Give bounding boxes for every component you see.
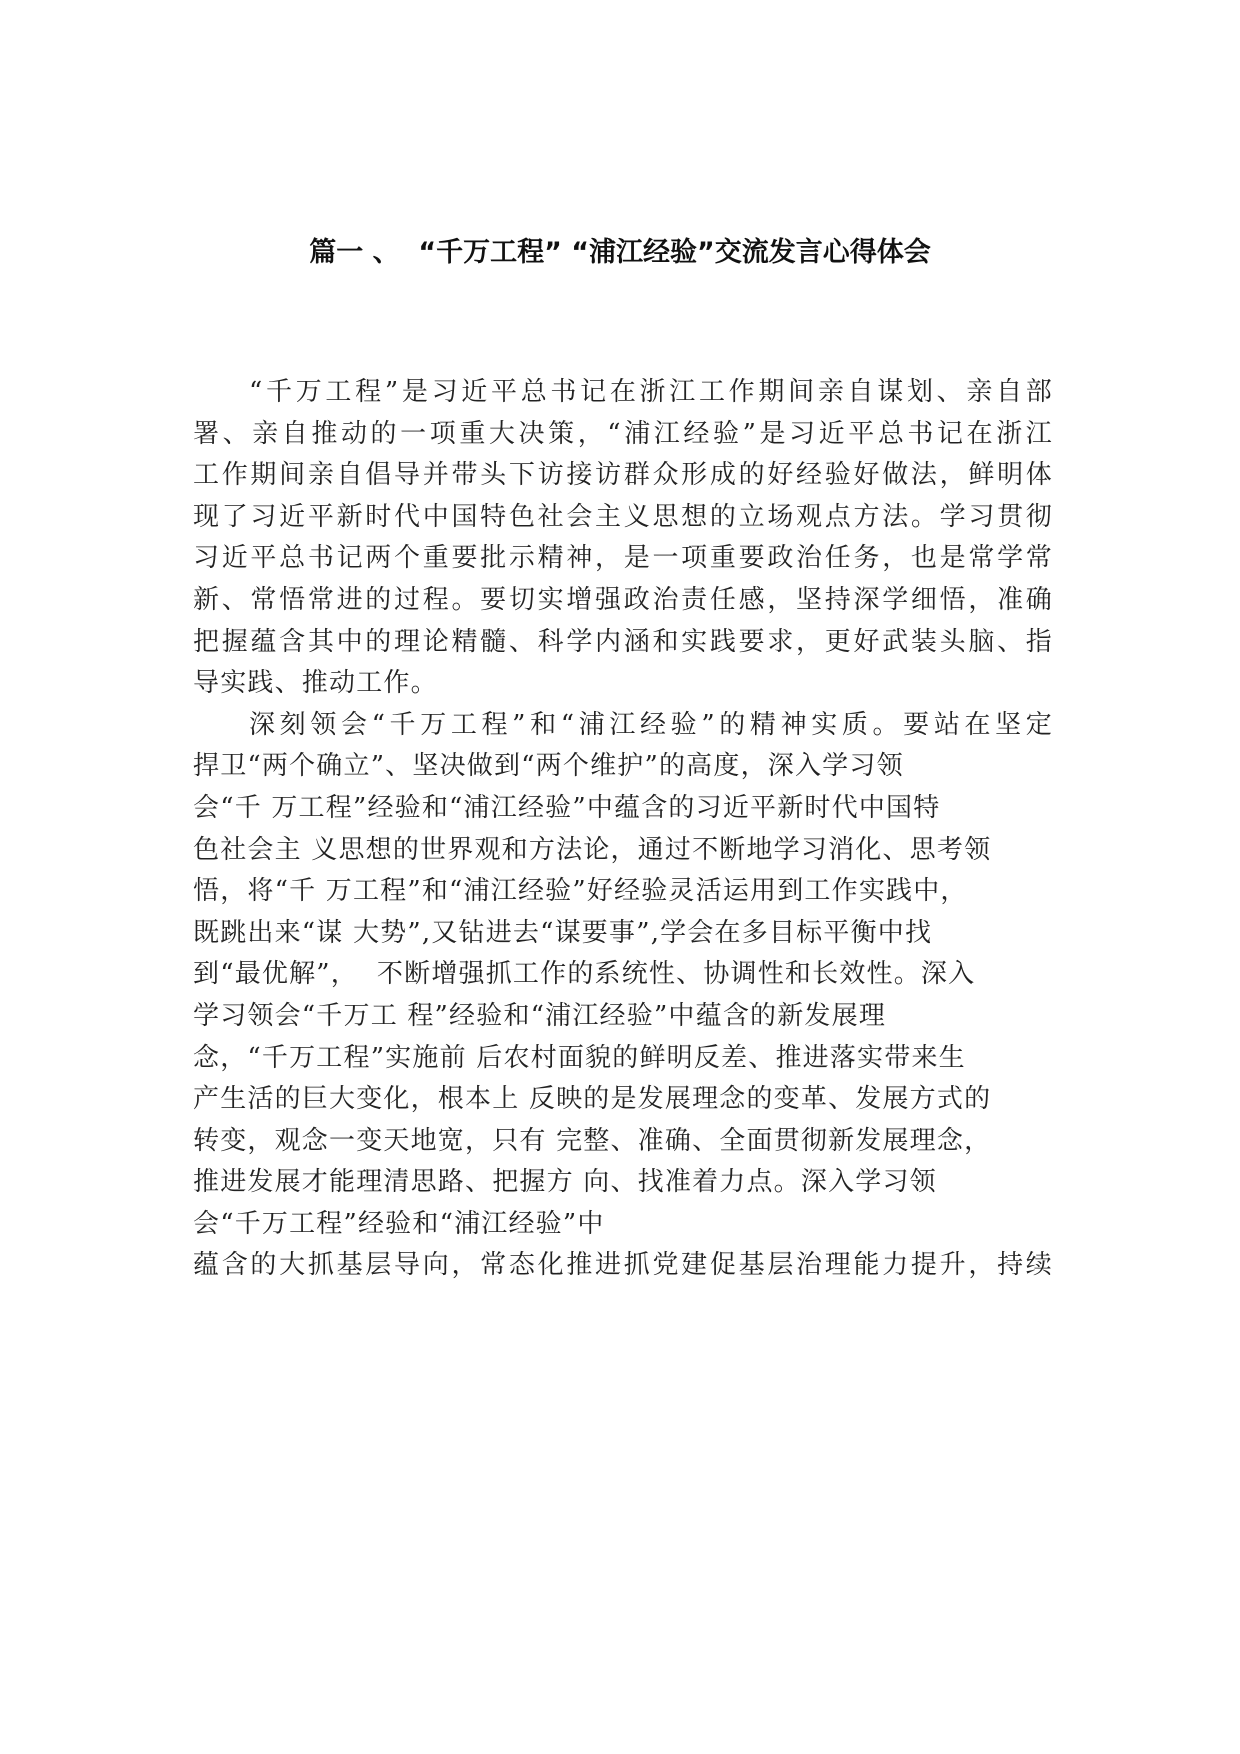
paragraph-2-line: 产生活的巨大变化，根本上 反映的是发展理念的变革、发展方式的 <box>193 1084 992 1115</box>
paragraph-1-line: 习近平总书记两个重要批示精神，是一项重要政治任务，也是常学常 <box>193 543 1053 574</box>
paragraph-1-line: 把握蕴含其中的理论精髓、科学内涵和实践要求，更好武装头脑、指 <box>193 626 1053 657</box>
paragraph-2-line: 既跳出来“谋 大势”,又钻进去“谋要事”,学会在多目标平衡中找 <box>193 917 933 948</box>
paragraph-2-line: 会“千万工程”经验和“浦江经验”中 <box>193 1208 605 1239</box>
paragraph-2-line: 学习领会“千万工 程”经验和“浦江经验”中蕴含的新发展理 <box>193 1000 887 1031</box>
paragraph-2-line: 念，“千万工程”实施前 后农村面貌的鲜明反差、推进落实带来生 <box>193 1042 966 1073</box>
paragraph-2-line: 蕴含的大抓基层导向，常态化推进抓党建促基层治理能力提升，持续 <box>193 1250 1053 1281</box>
paragraph-2-line: 到“最优解”， 不断增强抓工作的系统性、协调性和长效性。深入 <box>193 959 976 990</box>
document-body <box>193 372 1053 1287</box>
paragraph-2-line: 深刻领会“千万工程”和“浦江经验”的精神实质。要站在坚定 <box>249 709 1053 740</box>
paragraph-2-line: 悟，将“千 万工程”和“浦江经验”好经验灵活运用到工作实践中， <box>193 876 968 907</box>
paragraph-1-line: 新、常悟常进的过程。要切实增强政治责任感，坚持深学细悟，准确 <box>193 584 1053 615</box>
paragraph-2-line: 转变，观念一变天地宽，只有 完整、准确、全面贯彻新发展理念， <box>193 1125 992 1156</box>
paragraph-2-line: 捍卫“两个确立”、坚决做到“两个维护”的高度，深入学习领 <box>193 751 904 782</box>
paragraph-1-line: 工作期间亲自倡导并带头下访接访群众形成的好经验好做法，鲜明体 <box>193 460 1053 491</box>
paragraph-1-line: 现了习近平新时代中国特色社会主义思想的立场观点方法。学习贯彻 <box>193 501 1053 532</box>
paragraph-1-line: 导实践、推动工作。 <box>193 668 438 699</box>
paragraph-2-line: 推进发展才能理清思路、把握方 向、找准着力点。深入学习领 <box>193 1167 937 1198</box>
paragraph-1-line: “千万工程”是习近平总书记在浙江工作期间亲自谋划、亲自部 <box>249 377 1053 407</box>
document-title: 篇一 、 “千万工程” “浦江经验”交流发言心得体会 <box>309 237 931 268</box>
paragraph-2-line: 会“千 万工程”经验和“浦江经验”中蕴含的习近平新时代中国特 <box>193 792 941 823</box>
paragraph-1-line: 署、亲自推动的一项重大决策，“浦江经验”是习近平总书记在浙江 <box>193 418 1053 449</box>
paragraph-2-line: 色社会主 义思想的世界观和方法论，通过不断地学习消化、思考领 <box>193 834 992 865</box>
